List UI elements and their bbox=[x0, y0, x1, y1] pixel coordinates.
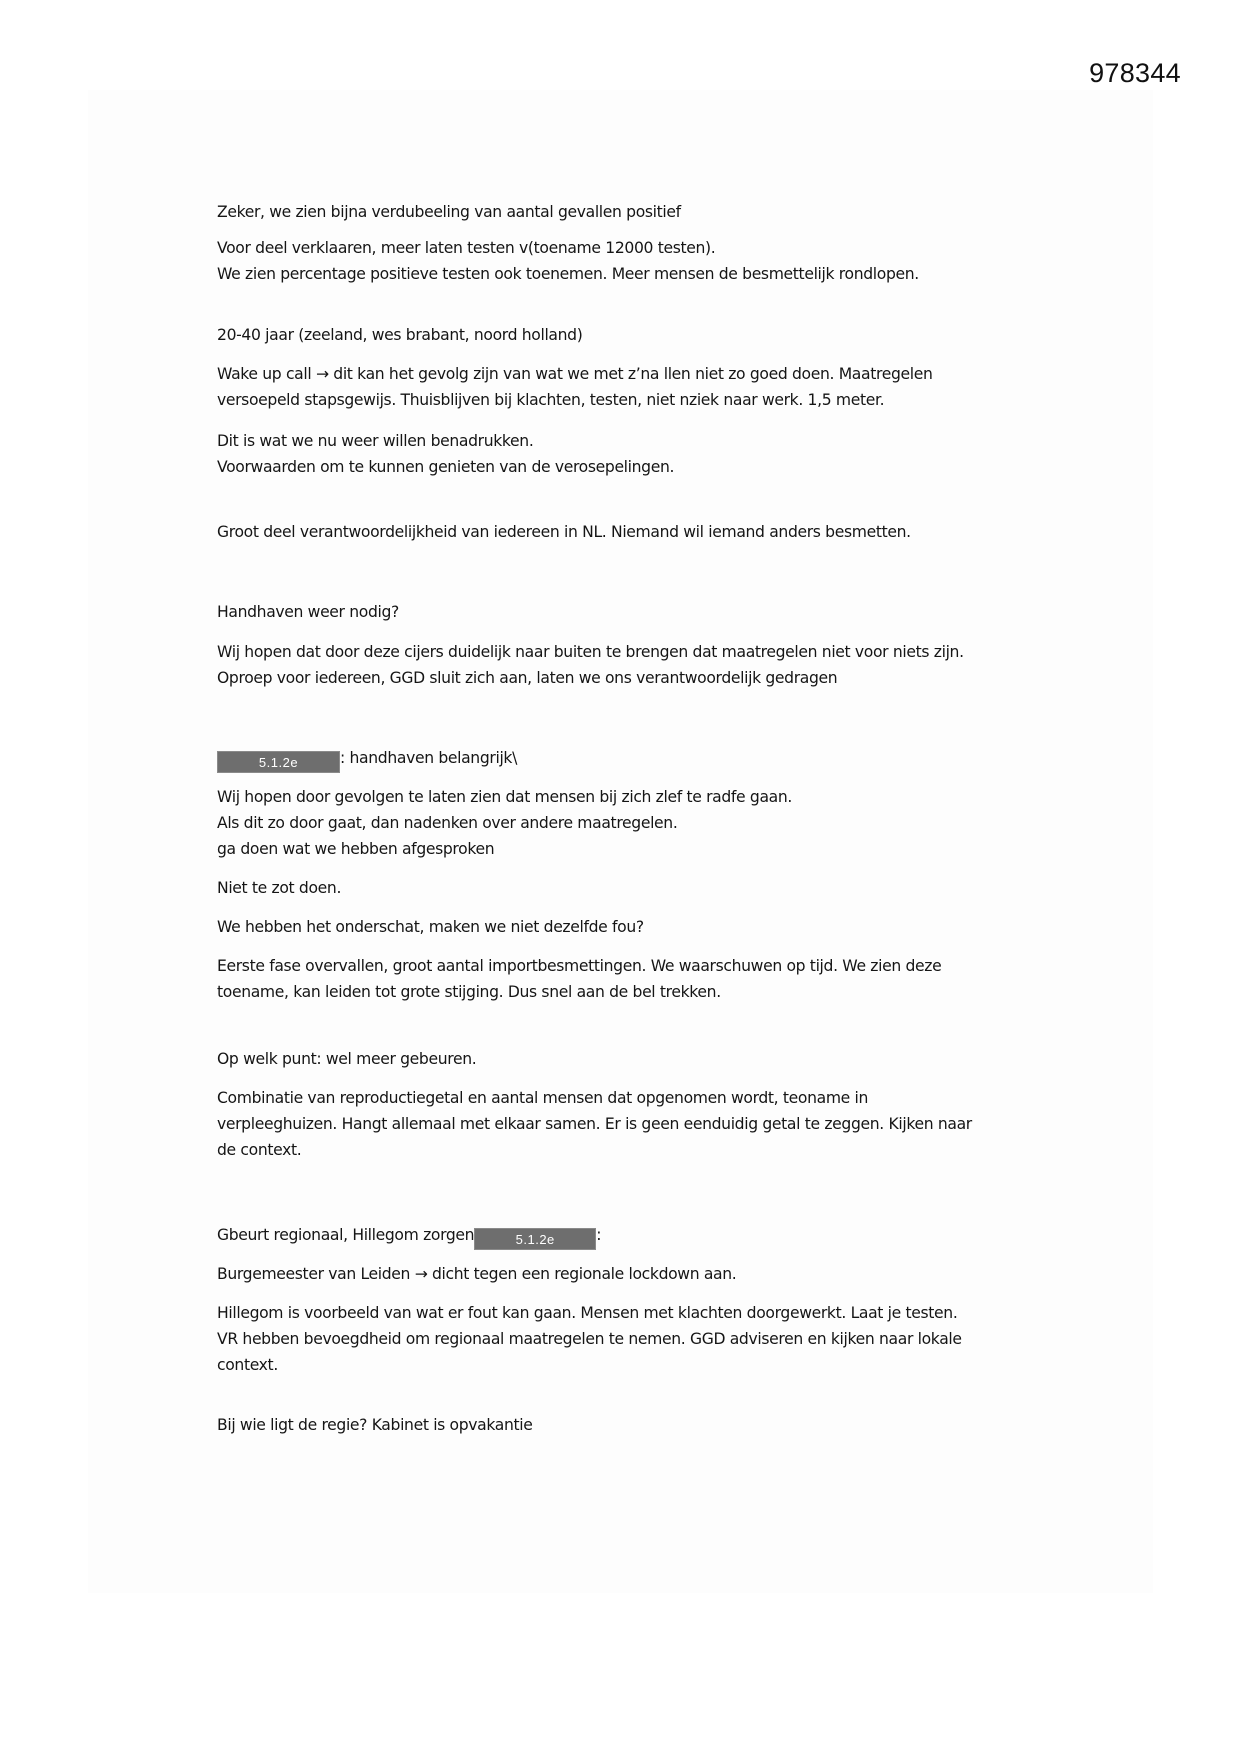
text-line bbox=[217, 1222, 601, 1250]
text-line: context. bbox=[217, 1356, 278, 1374]
paragraph-15 bbox=[217, 1085, 972, 1163]
text-line: Combinatie van reproductiegetal en aantal mensen dat opgenomen wordt, teoname in bbox=[217, 1089, 869, 1107]
text-line: Voor deel verklaaren, meer laten testen v(toename 12000 testen). bbox=[217, 239, 716, 257]
text-line: Wij hopen dat door deze cijers duidelijk naar buiten te brengen dat maatregelen niet voor niets zijn. bbox=[217, 643, 964, 661]
paragraph-1 bbox=[217, 199, 681, 225]
text-line: We hebben het onderschat, maken we niet dezelfde fou? bbox=[217, 918, 644, 936]
text-line: toename, kan leiden tot grote stijging. Dus snel aan de bel trekken. bbox=[217, 983, 721, 1001]
text-line: Eerste fase overvallen, groot aantal importbesmettingen. We waarschuwen op tijd. We zien deze bbox=[217, 957, 942, 975]
text-line bbox=[217, 745, 517, 773]
text-line: ga doen wat we hebben afgesproken bbox=[217, 840, 495, 858]
paragraph-10 bbox=[217, 784, 792, 862]
paragraph-11 bbox=[217, 875, 341, 901]
paragraph-7 bbox=[217, 599, 399, 625]
text-line: Zeker, we zien bijna verdubeeling van aantal gevallen positief bbox=[217, 203, 681, 221]
paragraph-19 bbox=[217, 1412, 533, 1438]
text-line: Bij wie ligt de regie? Kabinet is opvakantie bbox=[217, 1416, 533, 1434]
text-line: Niet te zot doen. bbox=[217, 879, 342, 897]
paragraph-17 bbox=[217, 1261, 736, 1287]
text-line: Als dit zo door gaat, dan nadenken over andere maatregelen. bbox=[217, 814, 678, 832]
paragraph-9 bbox=[217, 745, 517, 773]
paragraph-8 bbox=[217, 639, 964, 691]
text-line: Hillegom is voorbeeld van wat er fout kan gaan. Mensen met klachten doorgewerkt. Laat je testen. bbox=[217, 1304, 958, 1322]
document-number: 978344 bbox=[1089, 58, 1181, 88]
text-line: VR hebben bevoegdheid om regionaal maatregelen te nemen. GGD adviseren en kijken naar lokale bbox=[217, 1330, 962, 1348]
text-line: Handhaven weer nodig? bbox=[217, 603, 399, 621]
text-line: verpleeghuizen. Hangt allemaal met elkaar samen. Er is geen eenduidig getal te zeggen. Kijken naar bbox=[217, 1115, 972, 1133]
text-fragment: : handhaven belangrijk\ bbox=[340, 749, 518, 767]
text-line: Oproep voor iedereen, GGD sluit zich aan, laten we ons verantwoordelijk gedragen bbox=[217, 669, 838, 687]
right-arrow-icon: → bbox=[315, 365, 329, 383]
text-line: versoepeld stapsgewijs. Thuisblijven bij klachten, testen, niet nziek naar werk. 1,5 meter. bbox=[217, 391, 885, 409]
text-fragment: Gbeurt regionaal, Hillegom zorgen bbox=[217, 1226, 475, 1244]
paragraph-13 bbox=[217, 953, 941, 1005]
text-line: Voorwaarden om te kunnen genieten van de verosepelingen. bbox=[217, 458, 675, 476]
text-line: de context. bbox=[217, 1141, 302, 1159]
text-line: Wij hopen door gevolgen te laten zien dat mensen bij zich zlef te radfe gaan. bbox=[217, 788, 793, 806]
paragraph-5 bbox=[217, 428, 674, 480]
paragraph-2 bbox=[217, 235, 919, 287]
text-line bbox=[217, 361, 933, 387]
paragraph-6 bbox=[217, 519, 911, 545]
text-line: We zien percentage positieve testen ook toenemen. Meer mensen de besmettelijk rondlopen. bbox=[217, 265, 919, 283]
text-line: 20-40 jaar (zeeland, wes brabant, noord holland) bbox=[217, 326, 583, 344]
text-line: Groot deel verantwoordelijkheid van iedereen in NL. Niemand wil iemand anders besmetten. bbox=[217, 523, 911, 541]
redaction-box: 5.1.2e bbox=[217, 751, 340, 773]
text-fragment: Burgemeester van Leiden bbox=[217, 1265, 415, 1283]
paragraph-18 bbox=[217, 1300, 962, 1378]
text-fragment: dicht tegen een regionale lockdown aan. bbox=[427, 1265, 737, 1283]
right-arrow-icon: → bbox=[414, 1265, 428, 1283]
paragraph-4 bbox=[217, 361, 933, 413]
redaction-box: 5.1.2e bbox=[474, 1228, 596, 1250]
text-line: Dit is wat we nu weer willen benadrukken. bbox=[217, 432, 534, 450]
paragraph-3 bbox=[217, 322, 582, 348]
paragraph-16 bbox=[217, 1222, 601, 1250]
paragraph-14 bbox=[217, 1046, 476, 1072]
text-fragment: : bbox=[596, 1226, 602, 1244]
text-fragment: dit kan het gevolg zijn van wat we met z’na llen niet zo goed doen. Maatregelen bbox=[328, 365, 933, 383]
paragraph-12 bbox=[217, 914, 644, 940]
text-fragment: Wake up call bbox=[217, 365, 312, 383]
text-line bbox=[217, 1261, 736, 1287]
text-line: Op welk punt: wel meer gebeuren. bbox=[217, 1050, 477, 1068]
